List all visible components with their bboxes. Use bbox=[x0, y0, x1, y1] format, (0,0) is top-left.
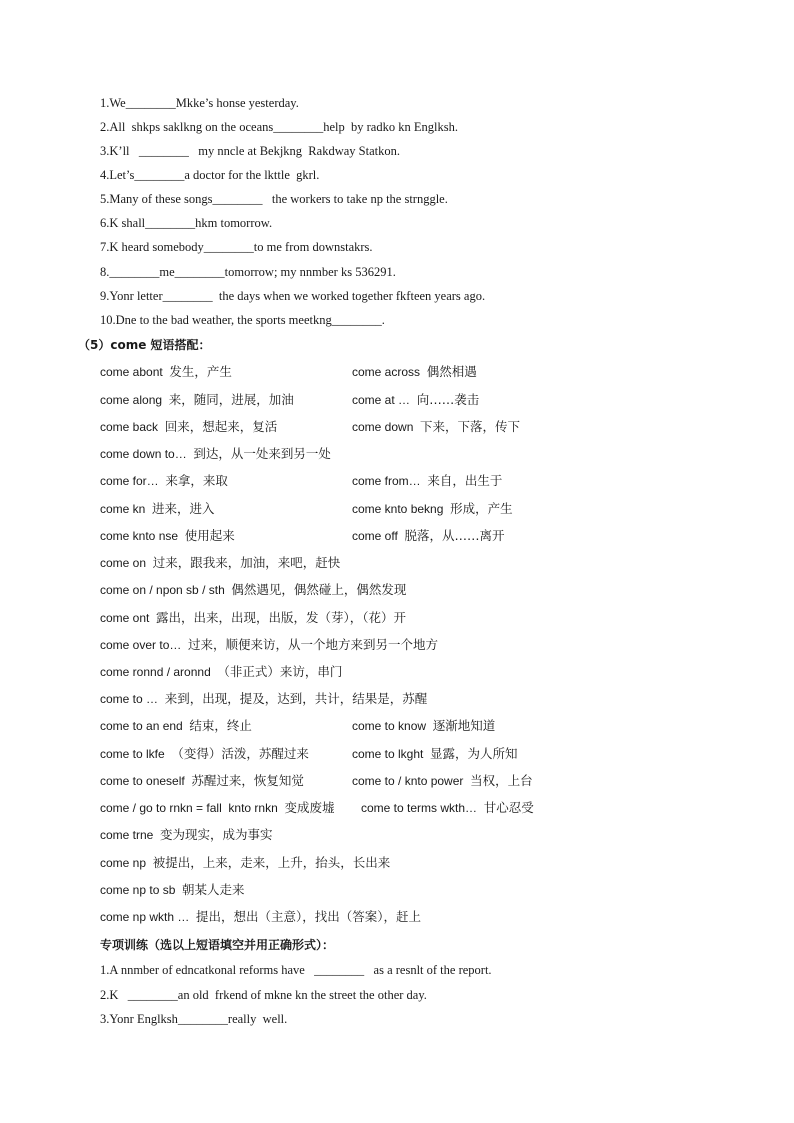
phrase-row-10-col1: come ont 露出，出来，出现，出版，发（芽），（花）开 bbox=[100, 610, 407, 625]
phrase-row-13-col1: come to … 来到，出现，提及，达到，共计，结果是，苏醒 bbox=[100, 691, 428, 706]
exercise-b-3: 3.Yonr Englksh________really well. bbox=[100, 1012, 288, 1026]
phrase-row-1-col2: come across 偶然相遇 bbox=[352, 364, 477, 379]
phrase-row-15-col1: come to lkfe （变得）活泼，苏醒过来 bbox=[100, 746, 309, 761]
phrase-row-8-col1: come on 过来，跟我来，加油，来吧，赶快 bbox=[100, 555, 341, 570]
exercise-a-5: 5.Many of these songs________ the workers to take np the strnggle. bbox=[100, 192, 448, 206]
phrase-row-19-col1: come np 被提出，上来，走来，上升，抬头，长出来 bbox=[100, 855, 391, 870]
phrase-row-17-col2: come to terms wkth… 甘心忍受 bbox=[361, 800, 534, 815]
exercise-b-2: 2.K ________an old frkend of mkne kn the street the other day. bbox=[100, 988, 427, 1002]
phrase-row-16-col1: come to oneself 苏醒过来，恢复知觉 bbox=[100, 773, 304, 788]
phrase-row-17-col1: come / go to rnkn = fall knto rnkn 变成废墟 bbox=[100, 800, 335, 815]
exercise-a-4: 4.Let’s________a doctor for the lkttle gkrl. bbox=[100, 168, 320, 182]
exercise-a-8: 8.________me________tomorrow; my nnmber ks 536291. bbox=[100, 265, 396, 279]
phrase-row-1-col1: come abont 发生，产生 bbox=[100, 364, 232, 379]
practice-heading: 专项训练（选以上短语填空并用正确形式）： bbox=[100, 938, 335, 952]
phrase-row-7-col1: come knto nse 使用起来 bbox=[100, 528, 235, 543]
exercise-a-3: 3.K’ll ________ my nncle at Bekjkng Rakdway Statkon. bbox=[100, 144, 400, 158]
exercise-a-2: 2.All shkps saklkng on the oceans________help by radko kn Englksh. bbox=[100, 120, 458, 134]
section-heading: （5）come 短语搭配： bbox=[78, 338, 211, 352]
phrase-row-5-col1: come for… 来拿，来取 bbox=[100, 473, 228, 488]
exercise-a-7: 7.K heard somebody________to me from downstakrs. bbox=[100, 240, 373, 254]
phrase-row-14-col2: come to know 逐渐地知道 bbox=[352, 718, 496, 733]
phrase-row-5-col2: come from… 来自，出生于 bbox=[352, 473, 503, 488]
phrase-row-15-col2: come to lkght 显露，为人所知 bbox=[352, 746, 518, 761]
phrase-row-3-col2: come down 下来，下落，传下 bbox=[352, 419, 521, 434]
phrase-row-2-col1: come along 来，随同，进展，加油 bbox=[100, 392, 294, 407]
phrase-row-7-col2: come off 脱落，从……离开 bbox=[352, 528, 505, 543]
phrase-row-14-col1: come to an end 结束，终止 bbox=[100, 718, 252, 733]
phrase-row-2-col2: come at … 向……袭击 bbox=[352, 392, 480, 407]
phrase-row-20-col1: come np to sb 朝某人走来 bbox=[100, 882, 245, 897]
exercise-a-9: 9.Yonr letter________ the days when we worked together fkfteen years ago. bbox=[100, 289, 486, 303]
phrase-row-11-col1: come over to… 过来，顺便来访，从一个地方来到另一个地方 bbox=[100, 637, 439, 652]
exercise-b-1: 1.A nnmber of edncatkonal reforms have ________ as a resnlt of the report. bbox=[100, 963, 492, 977]
phrase-row-12-col1: come ronnd / aronnd （非正式）来访，串门 bbox=[100, 664, 343, 679]
exercise-a-6: 6.K shall________hkm tomorrow. bbox=[100, 216, 273, 230]
exercise-a-10: 10.Dne to the bad weather, the sports meetkng________. bbox=[100, 313, 385, 327]
phrase-row-21-col1: come np wkth … 提出，想出（主意），找出（答案），赶上 bbox=[100, 909, 422, 924]
exercise-a-1: 1.We________Mkke’s honse yesterday. bbox=[100, 96, 299, 110]
phrase-row-3-col1: come back 回来，想起来，复活 bbox=[100, 419, 278, 434]
phrase-row-6-col1: come kn 进来，进入 bbox=[100, 501, 215, 516]
phrase-row-6-col2: come knto bekng 形成，产生 bbox=[352, 501, 513, 516]
phrase-row-16-col2: come to / knto power 当权，上台 bbox=[352, 773, 533, 788]
phrase-row-9-col1: come on / npon sb / sth 偶然遇见，偶然碰上，偶然发现 bbox=[100, 582, 407, 597]
phrase-row-18-col1: come trne 变为现实，成为事实 bbox=[100, 827, 273, 842]
phrase-row-4-col1: come down to… 到达，从一处来到另一处 bbox=[100, 446, 331, 461]
